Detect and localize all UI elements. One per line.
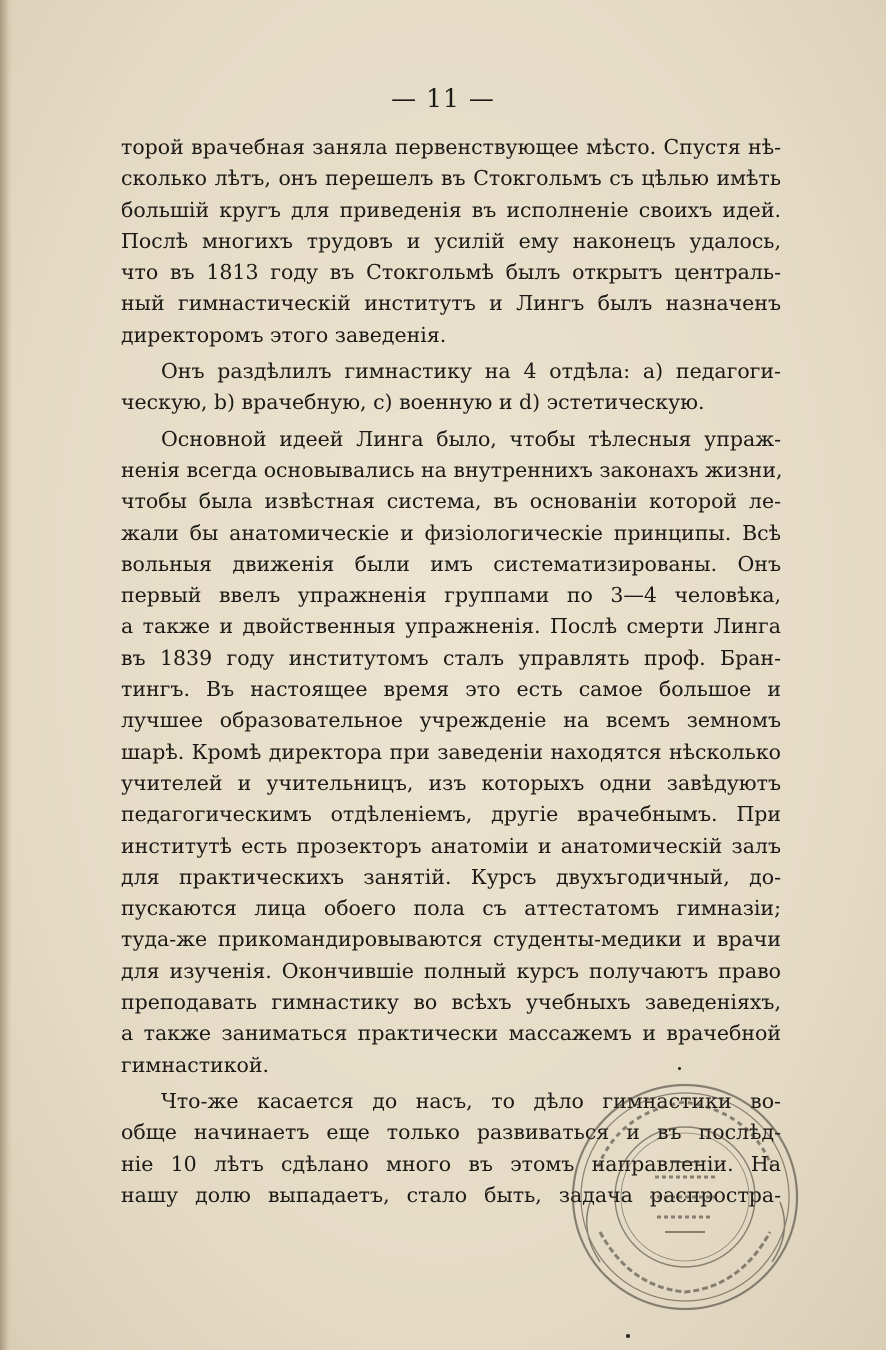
text-line: для изученія. Окончившіе полный курсъ получаютъ право	[121, 958, 781, 983]
text-line: вольныя движенія были имъ систематизированы. Онъ	[121, 551, 781, 576]
page-number: — 11 —	[391, 84, 495, 113]
text-line: шарѣ. Кромѣ директора при заведеніи находятся нѣсколько	[121, 739, 781, 764]
text-line: первый ввелъ упражненія группами по 3—4 человѣка,	[121, 583, 781, 608]
text-line: институтѣ есть прозекторъ анатоміи и анатомическій залъ	[121, 833, 781, 858]
text-line: въ 1839 году институтомъ сталъ управлять проф. Бран-	[121, 645, 781, 670]
text-line: тингъ. Въ настоящее время это есть самое большое и	[121, 677, 781, 702]
text-line: для практическихъ занятій. Курсъ двухъгодичный, до-	[121, 864, 781, 889]
text-line: преподавать гимнастику во всѣхъ учебныхъ заведеніяхъ,	[121, 990, 781, 1015]
text-line: нашу долю выпадаетъ, стало быть, задача распростра-	[121, 1182, 781, 1207]
paragraph	[121, 132, 781, 351]
text-line: что въ 1813 году въ Стокгольмѣ былъ открытъ централь-	[121, 260, 781, 285]
ink-speck	[626, 1334, 630, 1338]
paragraph	[121, 1086, 781, 1211]
ink-speck	[678, 1067, 681, 1070]
text-line: гимнастикой.	[121, 1052, 270, 1077]
paragraph	[121, 356, 781, 419]
body-text	[121, 132, 781, 1211]
text-line: чтобы была извѣстная система, въ основаніи которой ле-	[121, 489, 781, 514]
text-line: торой врачебная заняла первенствующее мѣсто. Спустя нѣ-	[121, 135, 781, 159]
text-line: ненія всегда основывались на внутреннихъ законахъ жизни,	[121, 457, 783, 482]
text-line: учителей и учительницъ, изъ которыхъ одни завѣдуютъ	[121, 770, 781, 795]
page-binding-edge	[0, 0, 12, 1350]
paragraph	[121, 424, 781, 1081]
text-line: большій кругъ для приведенія въ исполненіе своихъ идей.	[121, 197, 781, 222]
text-line: Послѣ многихъ трудовъ и усилій ему наконецъ удалось,	[121, 228, 781, 253]
text-line: Основной идеей Линга было, чтобы тѣлесныя упраж-	[161, 426, 781, 451]
text-line: Онъ раздѣлилъ гимнастику на 4 отдѣла: a) педагоги-	[161, 359, 781, 384]
text-line: а также заниматься практически массажемъ и врачебной	[121, 1021, 781, 1046]
text-line: лучшее образовательное учрежденіе на всемъ земномъ	[121, 708, 781, 733]
text-line: сколько лѣтъ, онъ перешелъ въ Стокгольмъ съ цѣлью имѣть	[121, 166, 781, 191]
text-line: а также и двойственныя упражненія. Послѣ смерти Линга	[121, 614, 781, 639]
text-line: пускаются лица обоего пола съ аттестатомъ гимназіи;	[121, 896, 781, 921]
text-line: ный гимнастическій институтъ и Лингъ былъ назначенъ	[121, 291, 781, 316]
text-line: педагогическимъ отдѣленіемъ, другіе врачебнымъ. При	[121, 802, 781, 827]
text-line: директоромъ этого заведенія.	[121, 322, 447, 347]
text-line: ческую, b) врачебную, c) военную и d) эстетическую.	[121, 390, 705, 415]
text-line: Что-же касается до насъ, то дѣло гимнастики во-	[161, 1088, 781, 1113]
text-line: жали бы анатомическіе и физіологическіе принципы. Всѣ	[121, 520, 781, 545]
text-line: туда-же прикомандировываются студенты-медики и врачи	[121, 927, 781, 952]
text-line: ніе 10 лѣтъ сдѣлано много въ этомъ направленіи. На	[121, 1151, 781, 1176]
text-line: обще начинаетъ еще только развиваться и въ послѣд-	[121, 1120, 781, 1145]
